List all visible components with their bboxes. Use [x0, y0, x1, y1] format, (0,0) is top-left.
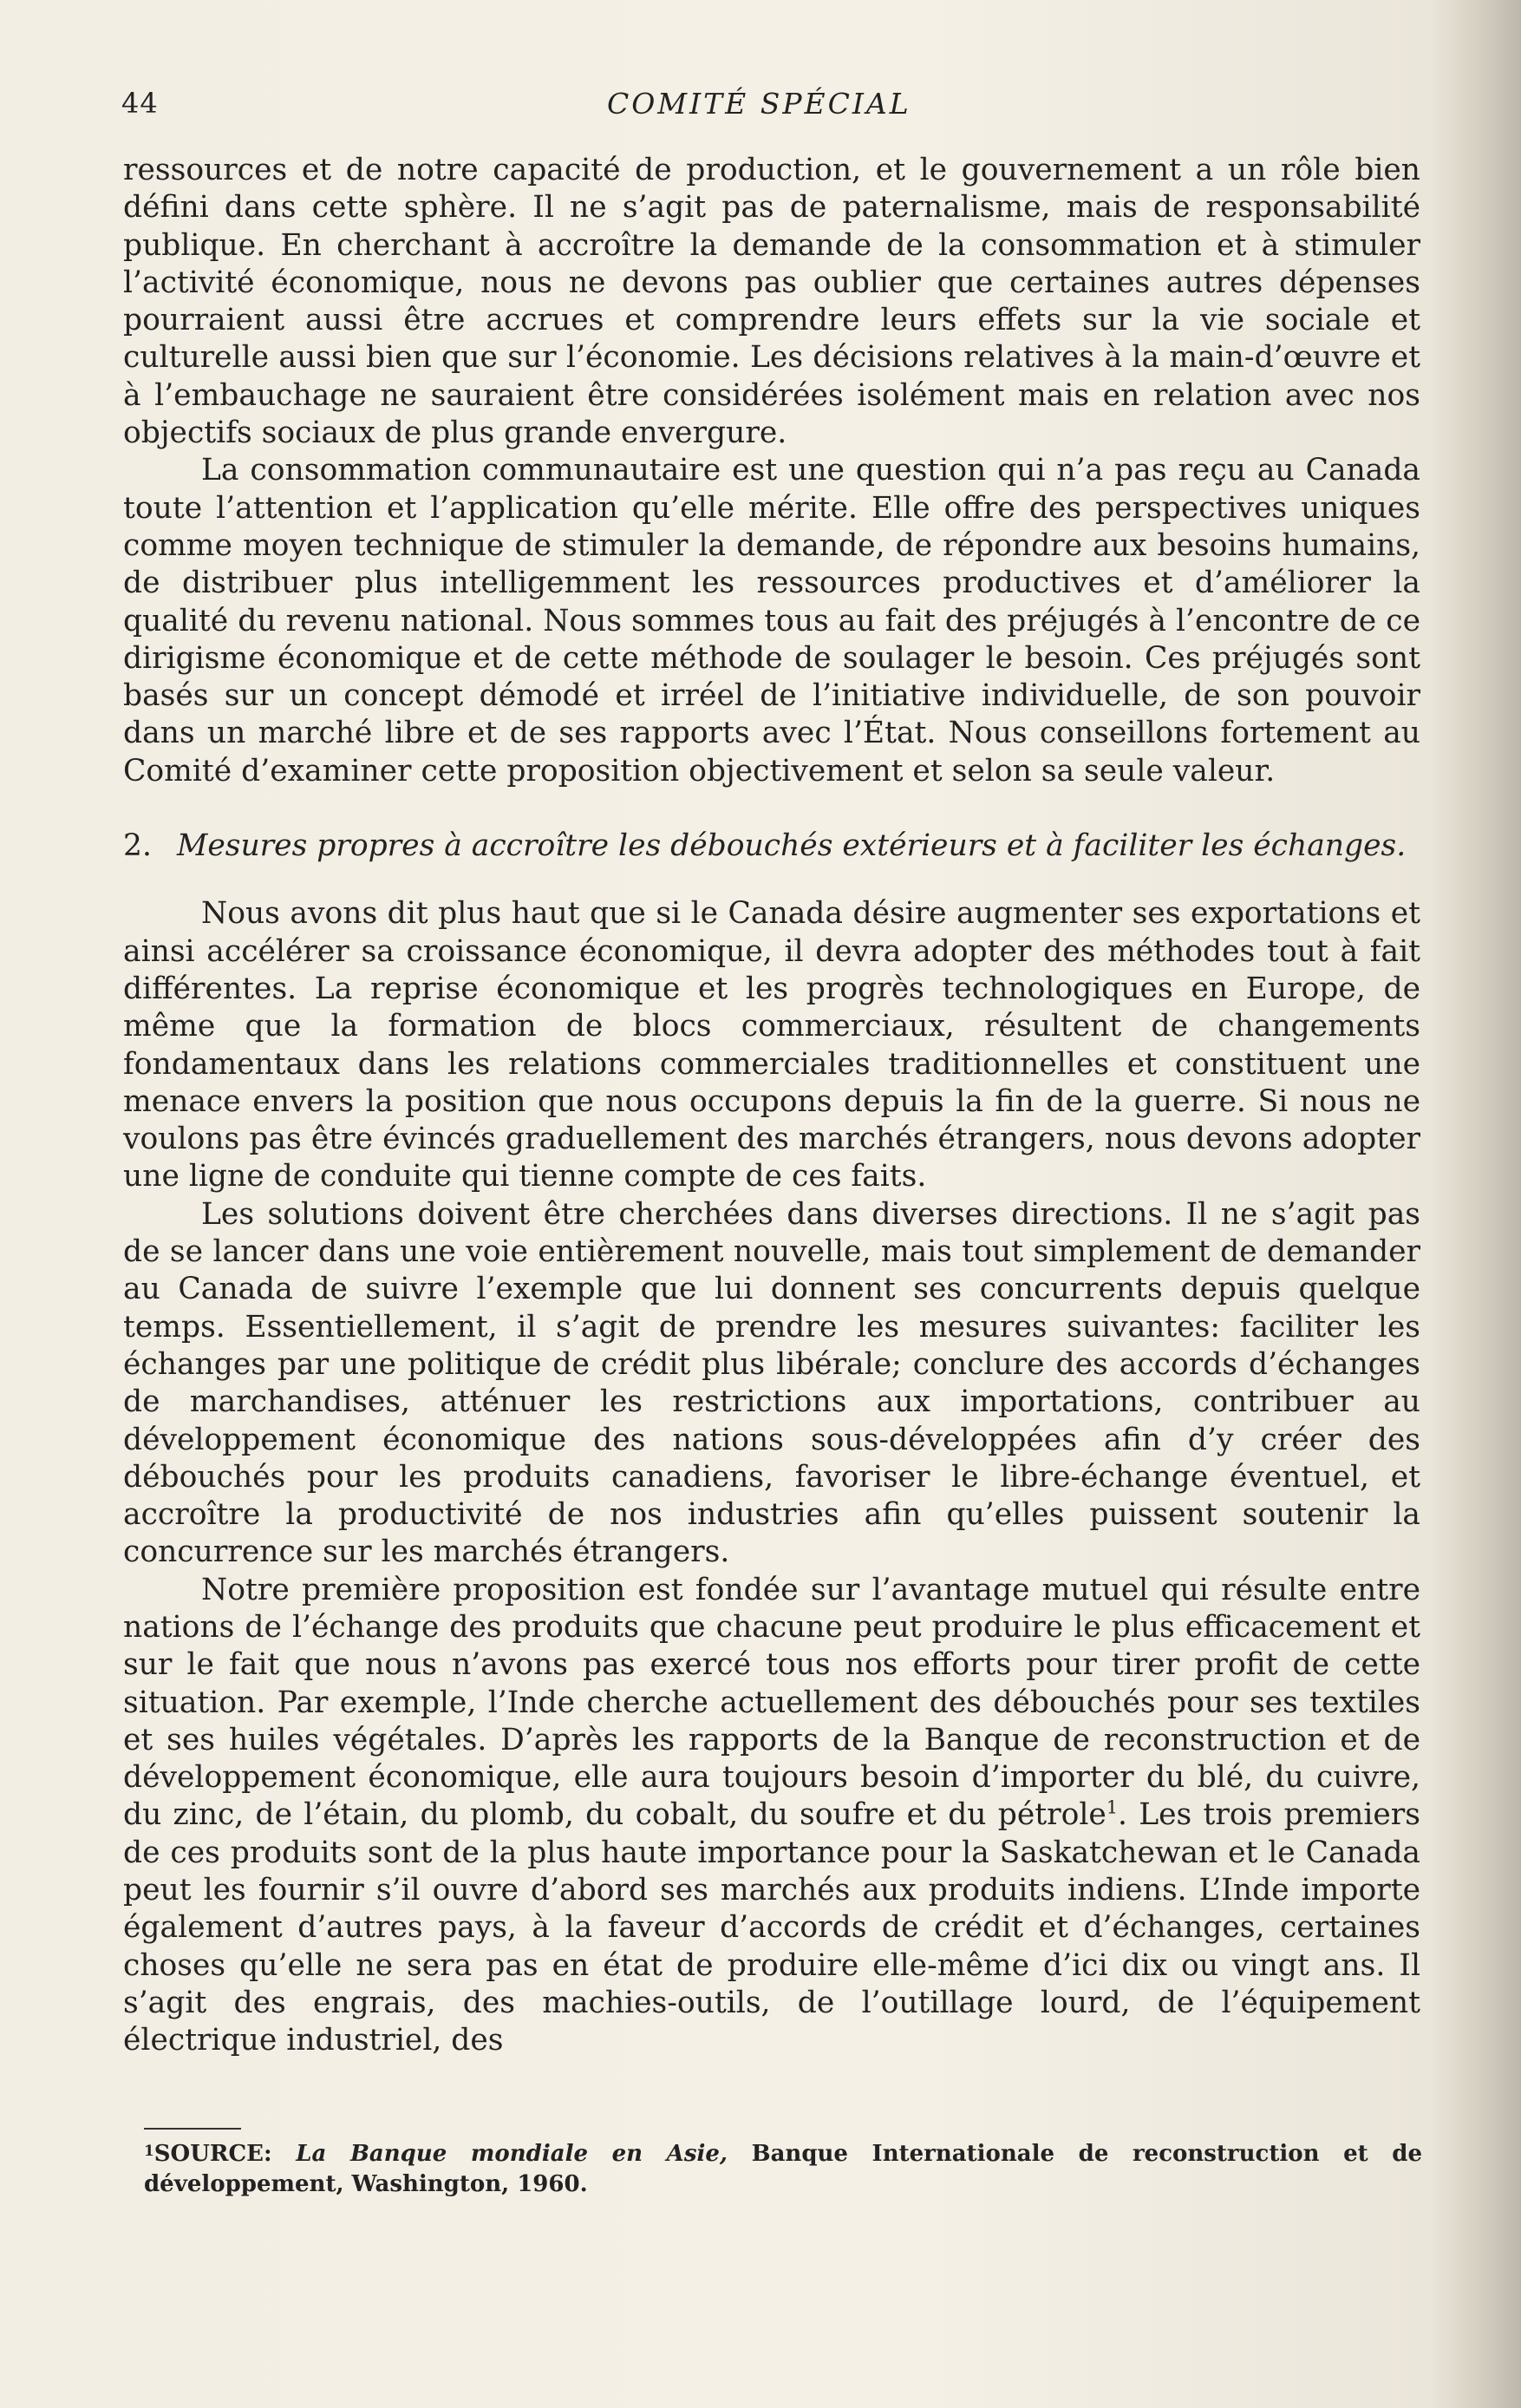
section-title: Mesures propres à accroître les débouchés extérieurs et à faciliter les échanges. [177, 828, 1407, 864]
paragraph-text: . Les trois premiers de ces produits sont de la plus haute importance pour la Saskatchewan et le Canada peut les fournir s’il ouvre d’abord ses marchés aux produits indiens. L’Inde importe également d’autres pays, à la faveur d’accords de crédit et d’échanges, certaines choses qu’elle ne sera pas en état de produire elle-même d’ici dix ou vingt ans. Il s’agit des engrais, des machies-outils, de l’outillage lourd, de l’équipement électrique industriel, des [123, 1797, 1420, 2058]
footnote-divider [144, 2128, 241, 2130]
paragraph [123, 1572, 1420, 2060]
running-title: COMITÉ SPÉCIAL [607, 87, 911, 121]
footnote-marker: 1 [144, 2142, 154, 2159]
page-number: 44 [121, 87, 159, 120]
paragraph: La consommation communautaire est une question qui n’a pas reçu au Canada toute l’attention et l’application qu’elle mérite. Elle offre des perspectives uniques comme moyen technique de stimuler la demande, de répondre aux besoins humains, de distribuer plus intelligemment les ressources productives et d’améliorer la qualité du revenu national. Nous sommes tous au fait des préjugés à l’encontre de ce dirigisme économique et de cette méthode de soulager le besoin. Ces préjugés sont basés sur un concept démodé et irréel de l’initiative individuelle, de son pouvoir dans un marché libre et de ses rapports avec l’État. Nous conseillons fortement au Comité d’examiner cette proposition objectivement et selon sa seule valeur. [123, 453, 1420, 788]
footnote-source-details: Banque Internationale de reconstruction et de développement, Washington, 1960. [144, 2141, 1422, 2197]
paragraph-text: Notre première proposition est fondée sur l’avantage mutuel qui résulte entre nations de l’échange des produits que chacune peut produire le plus efficacement et sur le fait que nous n’avons pas exercé tous nos efforts pour tirer profit de cette situation. Par exemple, l’Inde cherche actuellement des débouchés pour ses textiles et ses huiles végétales. D’après les rapports de la Banque de reconstruction et de développement économique, elle aura toujours besoin d’importer du blé, du cuivre, du zinc, de l’étain, du plomb, du cobalt, du soufre et du pétrole [123, 1572, 1420, 1833]
footnote-label: SOURCE: [153, 2141, 272, 2167]
footnote-reference: 1 [1106, 1796, 1119, 1818]
body-text [123, 152, 1420, 2060]
footnote-source-title: La Banque mondiale en Asie, [296, 2141, 728, 2167]
footnote [144, 2136, 1422, 2200]
paragraph: Les solutions doivent être cherchées dans diverses directions. Il ne s’agit pas de se lancer dans une voie entièrement nouvelle, mais tout simplement de demander au Canada de suivre l’exemple que lui donnent ses concurrents depuis quelque temps. Essentiellement, il s’agit de prendre les mesures suivantes: faciliter les échanges par une politique de crédit plus libérale; conclure des accords d’échanges de marchandises, atténuer les restrictions aux importations, contribuer au développement économique des nations sous-développées afin d’y créer des débouchés pour les produits canadiens, favoriser le libre-échange éventuel, et accroître la productivité de nos industries afin qu’elles puissent soutenir la concurrence sur les marchés étrangers. [123, 1196, 1420, 1570]
section-heading [123, 828, 1420, 865]
page-header [121, 87, 1426, 130]
paragraph: Nous avons dit plus haut que si le Canada désire augmenter ses exportations et ainsi accélérer sa croissance économique, il devra adopter des méthodes tout à fait différentes. La reprise économique et les progrès technologiques en Europe, de même que la formation de blocs commerciaux, résultent de changements fondamentaux dans les relations commerciales traditionnelles et constituent une menace envers la position que nous occupons depuis la fin de la guerre. Si nous ne voulons pas être évincés graduellement des marchés étrangers, nous devons adopter une ligne de conduite qui tienne compte de ces faits. [123, 896, 1420, 1194]
section-number: 2. [123, 828, 152, 864]
paragraph-continued: ressources et de notre capacité de production, et le gouvernement a un rôle bien défini dans cette sphère. Il ne s’agit pas de paternalisme, mais de responsabilité publique. En cherchant à accroître la demande de la consommation et à stimuler l’activité économique, nous ne devons pas oublier que certaines autres dépenses pourraient aussi être accrues et comprendre leurs effets sur la vie sociale et culturelle aussi bien que sur l’économie. Les décisions relatives à la main-d’œuvre et à l’embauchage ne sauraient être considérées isolément mais en relation avec nos objectifs sociaux de plus grande envergure. [123, 153, 1420, 451]
